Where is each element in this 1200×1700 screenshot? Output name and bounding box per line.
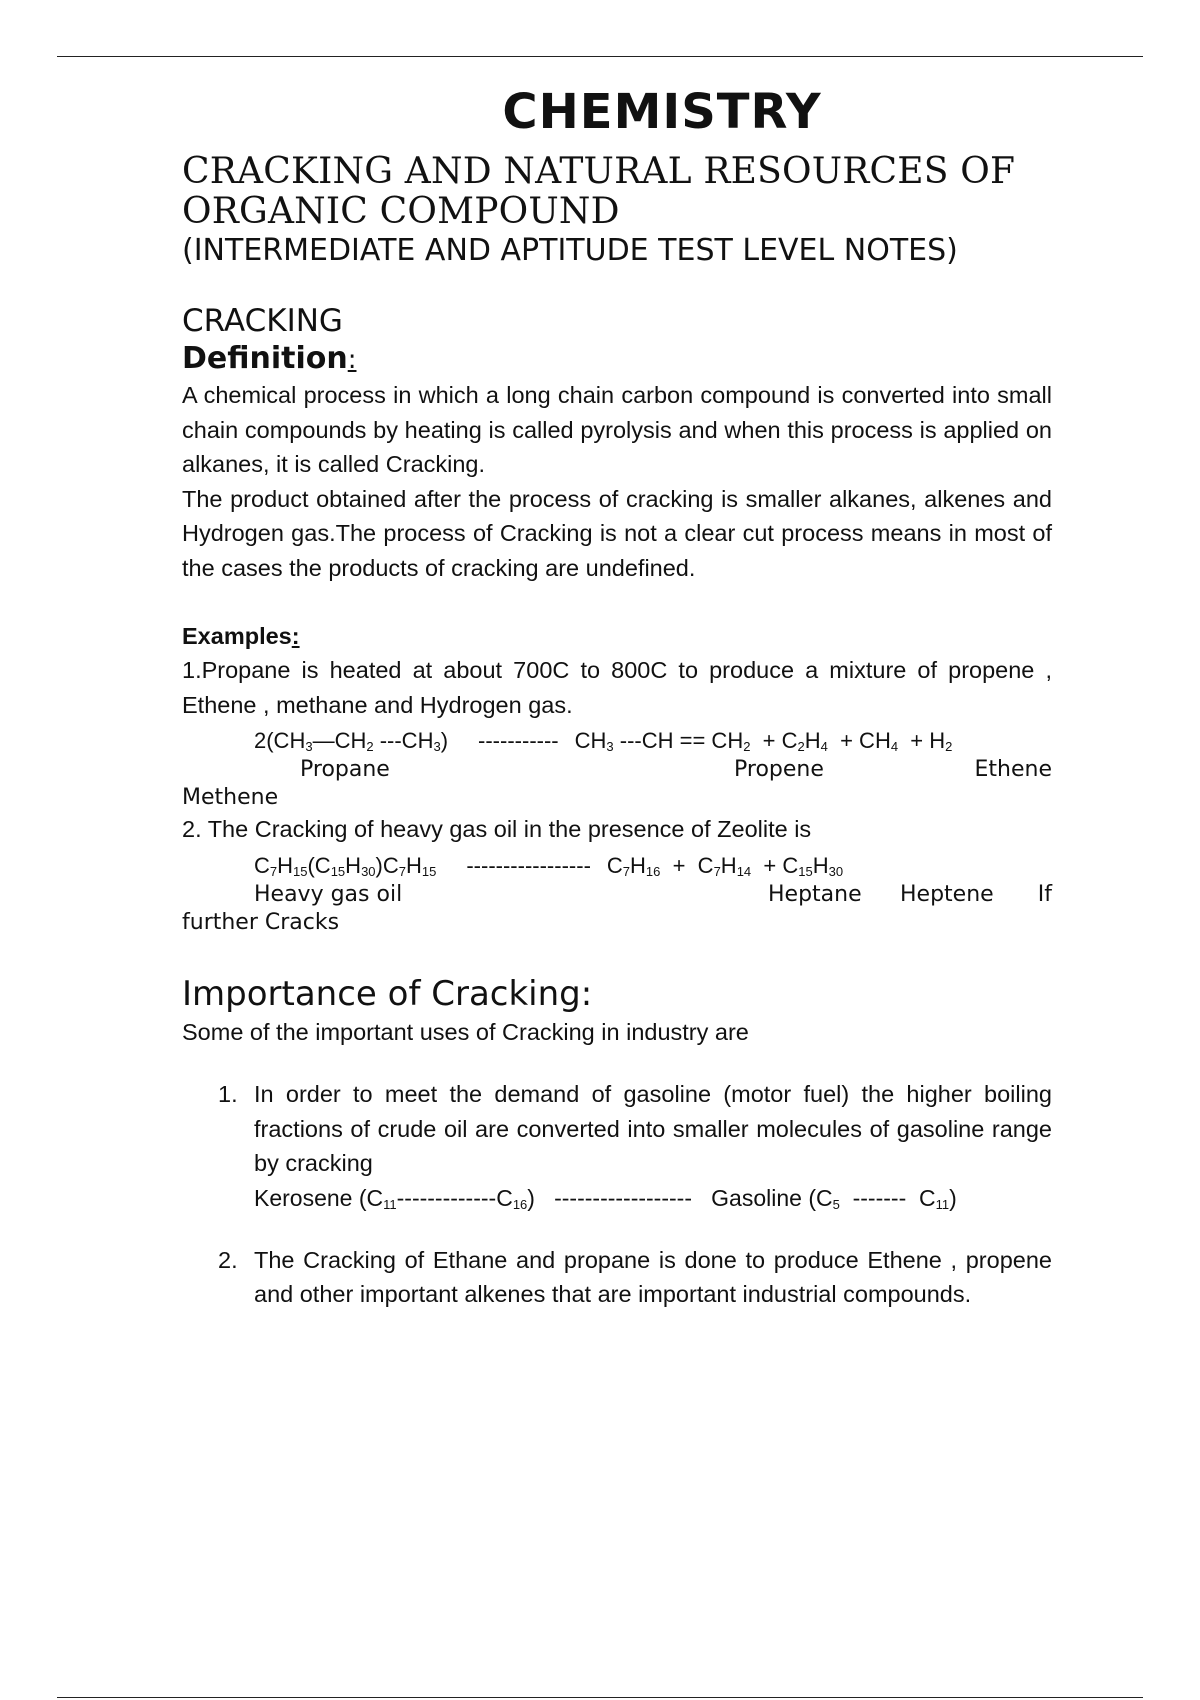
label-further-cracks: further Cracks	[182, 909, 340, 935]
list-item	[182, 1243, 1052, 1312]
equation-2-labels	[182, 881, 1052, 909]
top-rule	[57, 56, 1143, 57]
examples-label: Examples	[182, 623, 292, 649]
section-title-cracking: CRACKING	[182, 303, 343, 339]
example-2-text: 2. The Cracking of heavy gas oil in the presence of Zeolite is	[182, 816, 812, 842]
level-note: (INTERMEDIATE AND APTITUDE TEST LEVEL NOTES)	[182, 233, 958, 268]
equation-heavy-gas-oil: $C_7H_{15}(C_{15}H_{30})C_7H_{15}$ ----------------- $C_7H_{16} + C_7H_{14} + C_{15}H_{30}$	[254, 852, 844, 879]
definition-colon: :	[347, 345, 357, 375]
list-item-number: 1.	[218, 1081, 238, 1107]
equation-1-labels	[182, 756, 1052, 784]
label-ethene: Ethene	[974, 757, 1052, 782]
label-heptane: Heptane	[768, 881, 862, 907]
list-item-text: In order to meet the demand of gasoline (motor fuel) the higher boiling fractions of crude oil are converted into smaller molecules of gasoline range by cracking	[254, 1081, 1052, 1176]
equation-kerosene-gasoline: Kerosene $(C_{11}-------------C_{16})$ ------------------ Gasoline ($C_5$ ------- $C_{11}$)	[254, 1184, 957, 1212]
examples-colon: :	[291, 623, 300, 649]
label-if: If	[1037, 881, 1052, 907]
list-item-text: The Cracking of Ethane and propane is done to produce Ethene , propene and other important alkenes that are important industrial compounds.	[254, 1246, 1052, 1307]
label-heavy-gas-oil: Heavy gas oil	[254, 881, 403, 907]
topic-title-line1: CRACKING AND NATURAL RESOURCES OF	[182, 151, 1016, 192]
definition-heading	[182, 341, 1052, 378]
example-1-text: 1.Propane is heated at about 700C to 800C to produce a mixture of propene , Ethene , methane and Hydrogen gas.	[182, 657, 1052, 718]
importance-intro: Some of the important uses of Cracking in industry are	[182, 1018, 749, 1045]
importance-heading: Importance of Cracking:	[182, 973, 593, 1014]
definition-label: Definition	[182, 341, 348, 376]
definition-paragraph-2: The product obtained after the process of cracking is smaller alkanes, alkenes and Hydrogen gas.The process of Cracking is not a clear cut process means in most of the cases the products of cracking are undefined.	[182, 485, 1052, 581]
equation-propane-cracking: $2(CH_3—CH_2$ $---CH_3$) ----------- $CH_3$ $---CH == CH_2 + C_2H_4 + CH_4 + H_2$	[254, 728, 953, 754]
list-item-number: 2.	[218, 1246, 238, 1273]
examples-heading	[182, 619, 1052, 653]
bottom-rule	[57, 1697, 1143, 1698]
label-methene: Methene	[182, 785, 279, 810]
label-propene: Propene	[734, 757, 824, 782]
definition-paragraph-1: A chemical process in which a long chain carbon compound is converted into small chain compounds by heating is called pyrolysis and when this process is applied on alkanes, it is called Cracking.	[182, 382, 1052, 477]
document-page	[182, 78, 1052, 1340]
subject-title: CHEMISTRY	[502, 84, 822, 140]
importance-list	[182, 1077, 1052, 1312]
label-heptene: Heptene	[900, 881, 994, 907]
list-item	[182, 1077, 1052, 1215]
label-propane: Propane	[300, 757, 390, 782]
topic-title-line2: ORGANIC COMPOUND	[182, 191, 620, 232]
